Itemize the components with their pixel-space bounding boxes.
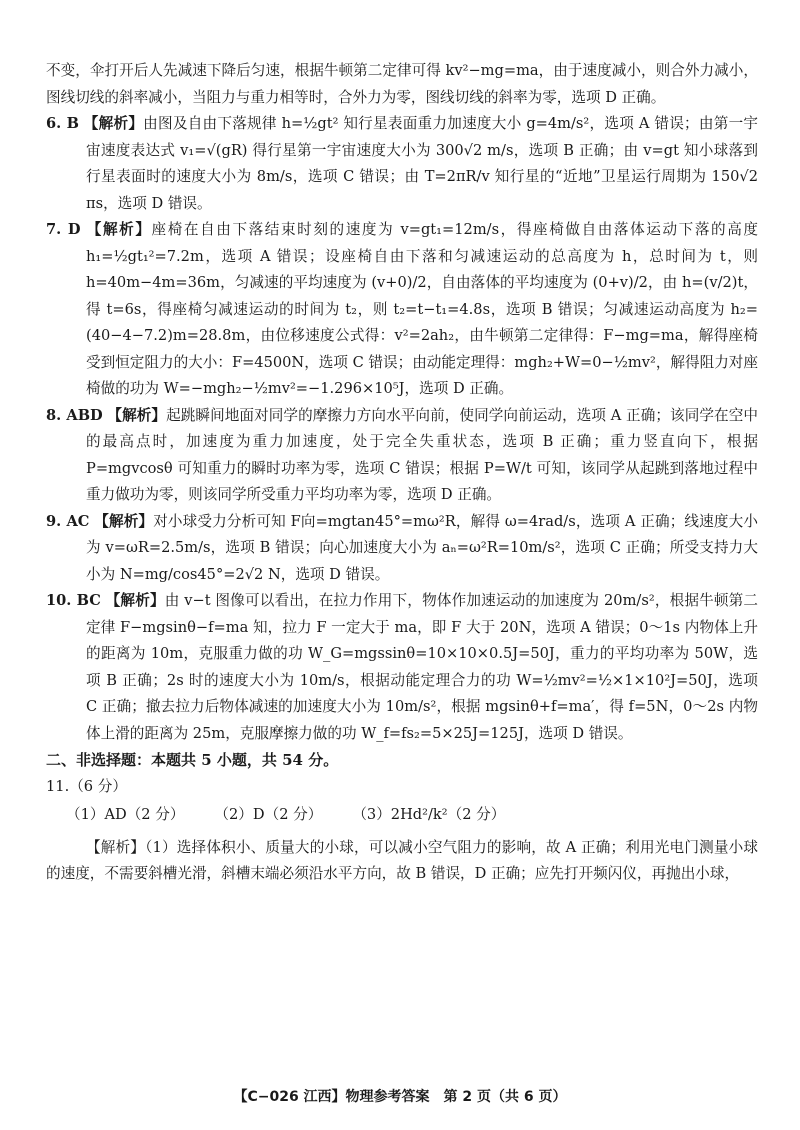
answer-part-2: （2）D（2 分） (214, 806, 323, 823)
question-10 (46, 588, 758, 747)
question-number: 8. ABD (46, 406, 103, 424)
question-number: 9. AC (46, 512, 90, 530)
answer-content (46, 58, 758, 888)
answer-part-3: （3）2Hd²/k²（2 分） (352, 806, 506, 823)
analysis-tag: 【解析】 (83, 115, 144, 132)
question-number: 10. BC (46, 592, 101, 609)
analysis-tag: 【解析】 (107, 406, 167, 424)
page-footer: 【C−026 江西】物理参考答案 第 2 页（共 6 页） (233, 1089, 567, 1105)
answer-part-1: （1）AD（2 分） (66, 806, 185, 823)
question-11-heading: 11.（6 分） (46, 777, 127, 795)
question-7 (46, 217, 758, 403)
section-heading: 二、非选择题：本题共 5 小题，共 54 分。 (46, 751, 339, 769)
question-9 (46, 509, 758, 589)
analysis-text: 对小球受力分析可知 F向=mgtan45°=mω²R，解得 ω=4rad/s，选项 A 正确；线速度大小为 v=ωR=2.5m/s，选项 B 错误；向心加速度大小为 aₙ=ω²R=10m/s²，选项 C 正确；所受支持力大小为 N=mg/cos45°=2√2 N，选项 D 错误。 (86, 512, 758, 583)
analysis-text: 座椅在自由下落结束时刻的速度为 v=gt₁=12m/s，得座椅做自由落体运动下落的高度 h₁=½gt₁²=7.2m，选项 A 错误；设座椅自由下落和匀减速运动的总高度为 h，总时间为 t，则 h=40m−4m=36m，匀减速的平均速度为 (v+0)/2，自由落体的平均速度为 (0+v)/2，由 h=(v/2)t，得 t=6s，得座椅匀减速运动的时间为 t₂，则 t₂=t−t₁=4.8s，选项 B 错误；匀减速运动高度为 h₂=(40−4−7.2)m=28.8m，由位移速度公式得：v²=2ah₂，由牛顿第二定律得：F−mg=ma，解得座椅受到恒定阻力的大小：F=4500N，选项 C 错误；由动能定理得：mgh₂+W=0−½mv²，解得阻力对座椅做的功为 W=−mgh₂−½mv²=−1.296×10⁵J，选项 D 正确。 (86, 221, 758, 397)
question-number: 7. D (46, 221, 81, 238)
question-6 (46, 111, 758, 217)
question-8 (46, 403, 758, 509)
question-11-explanation: 【解析】（1）选择体积小、质量大的小球，可以减小空气阻力的影响，故 A 正确；利用光电门测量小球的速度，不需要斜槽光滑，斜槽末端必须沿水平方向，故 B 错误，D 正确；应先打开频闪仪，再抛出小球， (46, 838, 758, 882)
analysis-tag: 【解析】 (86, 221, 152, 238)
continued-paragraph: 不变，伞打开后人先减速下降后匀速，根据牛顿第二定律可得 kv²−mg=ma，由于速度减小，则合外力减小，图线切线的斜率减小，当阻力与重力相等时，合外力为零，图线切线的斜率为零，选项 D 正确。 (46, 62, 758, 106)
analysis-tag: 【解析】 (105, 592, 165, 609)
analysis-text: 由图及自由下落规律 h=½gt² 知行星表面重力加速度大小 g=4m/s²，选项 A 错误；由第一宇宙速度表达式 v₁=√(gR) 得行星第一宇宙速度大小为 300√2 m/s，选项 B 正确；由 v=gt 知小球落到行星表面时的速度大小为 8m/s，选项 C 错误；由 T=2πR/v 知行星的“近地”卫星运行周期为 150√2 πs，选项 D 错误。 (86, 115, 758, 212)
question-11-answers (66, 802, 758, 829)
analysis-tag: 【解析】 (94, 512, 154, 530)
analysis-text: 由 v−t 图像可以看出，在拉力作用下，物体作加速运动的加速度为 20m/s²，根据牛顿第二定律 F−mgsinθ−f=ma 知，拉力 F 一定大于 ma，即 F 大于 20N，选项 A 错误；0～1s 内物体上升的距离为 10m，克服重力做的功 W_G=mgssinθ=10×10×0.5J=50J，重力的平均功率为 50W，选项 B 正确；2s 时的速度大小为 10m/s，根据动能定理合力的功 W=½mv²=½×1×10²J=50J，选项 C 正确；撤去拉力后物体减速的加速度大小为 10m/s²，根据 mgsinθ+f=ma′，得 f=5N，0～2s 内物体上滑的距离为 25m，克服摩擦力做的功 W_f=fs₂=5×25J=125J，选项 D 错误。 (86, 592, 758, 742)
analysis-text: 起跳瞬间地面对同学的摩擦力方向水平向前，使同学向前运动，选项 A 正确；该同学在空中的最高点时，加速度为重力加速度，处于完全失重状态，选项 B 正确；重力竖直向下，根据 P=mgvcosθ 可知重力的瞬时功率为零，选项 C 错误；根据 P=W/t 可知，该同学从起跳到落地过程中重力做功为零，则该同学所受重力平均功率为零，选项 D 正确。 (86, 406, 758, 503)
question-number: 6. B (46, 115, 79, 132)
